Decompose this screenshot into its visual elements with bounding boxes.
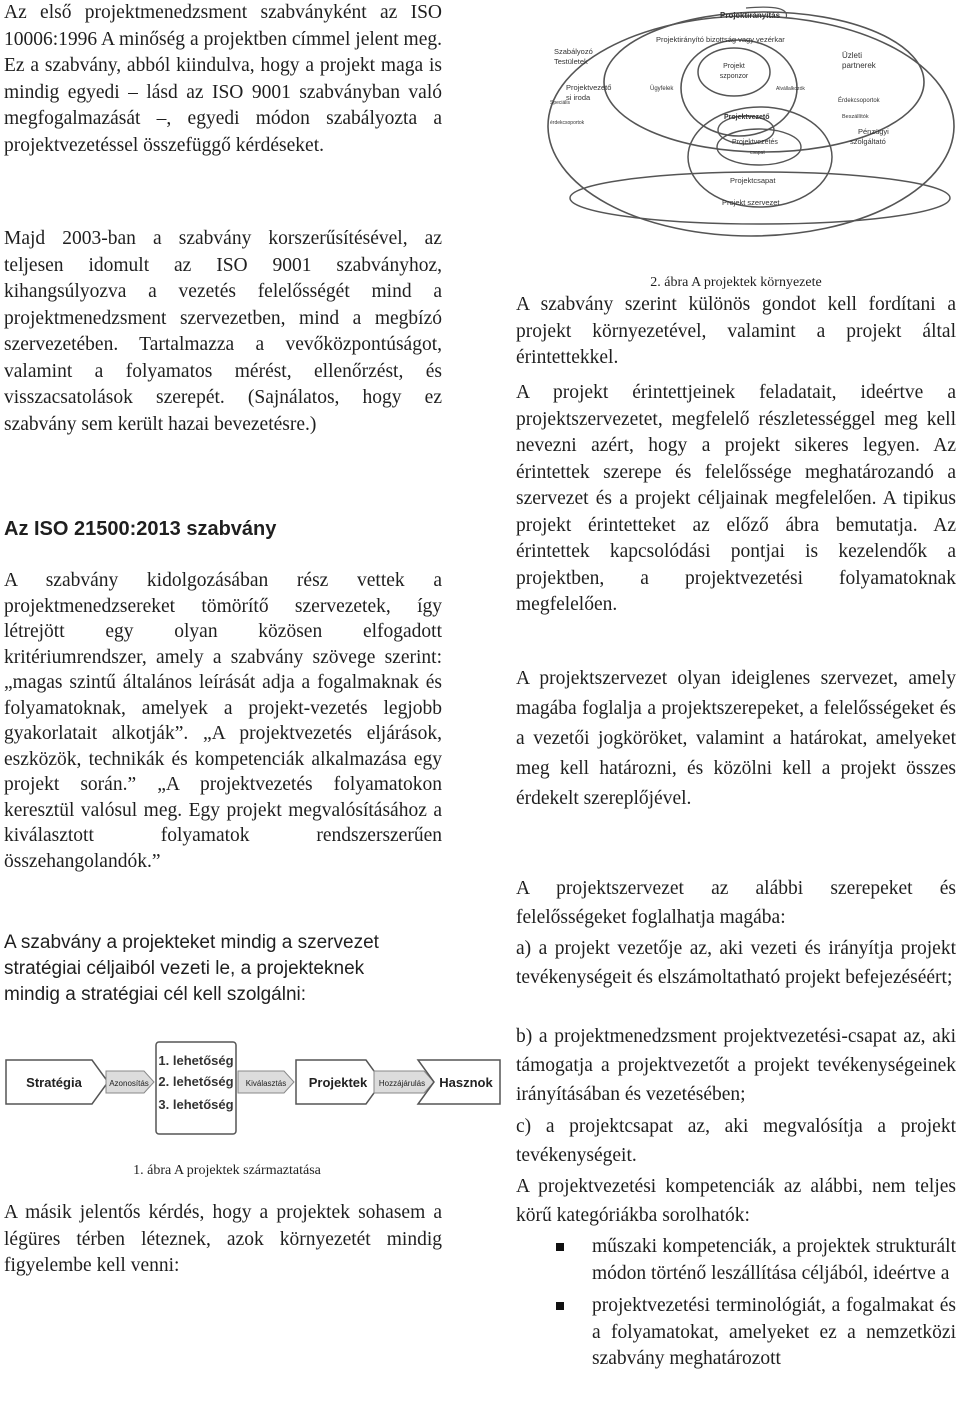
- figure-2-caption: 2. ábra A projektek környezete: [650, 275, 822, 290]
- iso-2003-paragraph: Majd 2003-ban a szabvány korszerűsítésével, az teljesen idomult az ISO 9001 szabványhoz, kihangsúlyozva a vezetés felelősségét mind a projektmenedzsment szervezetben, mind a megbízó szervezetében. Tartalmazza a vevőközpontúságot, valamint a folyamatos mérést, ellenőrzést, és visszacsatolások szerepét. (Sajnálatos, hogy ez szabvány sem került hazai bevezetésre.): [4, 228, 442, 435]
- select-label: Kiválasztás: [245, 1079, 287, 1088]
- pm-office-label-2: si iroda: [566, 93, 591, 102]
- suppliers-label: Beszállítók: [842, 114, 869, 120]
- mgmt-team-label-2: csapat: [750, 150, 765, 156]
- strategy-label: Stratégia: [26, 1075, 82, 1090]
- sponsor-label: Projekt: [723, 63, 745, 70]
- finance-label-2: szolgáltató: [850, 137, 886, 146]
- project-derivation-figure: [4, 1038, 504, 1138]
- interest-label: érdekcsoportok: [550, 120, 585, 126]
- benefits-label: Hasznok: [439, 1075, 493, 1090]
- pm-office-label: Projektvezető: [566, 83, 612, 92]
- special-label: Speciális: [550, 100, 571, 106]
- manager-label: Projektvezető: [724, 114, 770, 121]
- list-item: műszaki kompetenciák, a projektek strukturált módon történő leszállítása céljából, ideértve a: [516, 1234, 956, 1287]
- role-b: b) a projektmenedzsment projektvezetési-csapat az, aki támogatja a projektvezetőt a projekt tevékenységeinek irányításában és vezetésében;: [516, 1026, 956, 1105]
- finance-label: Pénzügyi: [858, 127, 889, 136]
- identify-label: Azonosítás: [109, 1079, 149, 1088]
- strategy-paragraph: A szabvány a projekteket mindig a szervezet stratégiai céljaiból vezeti le, a projekteknek mindig a stratégiai cél kell szolgálni:: [4, 932, 379, 1005]
- square-bullet-icon: [556, 1302, 564, 1310]
- business-label-2: partnerek: [842, 61, 876, 70]
- list-item: projektvezetési terminológiát, a fogalmakat és a folyamatokat, amelyeket ez a nemzetközi szabvány meghatározott: [516, 1293, 956, 1373]
- iso-21500-paragraph: A szabvány kidolgozásában rész vettek a projektmenedzsereket tömörítő szervezetek, így létrejött egy olyan közösen elfogadott kritériumrendszer, amely a szabvány szövege szerint: „magas szintű általános leírását adja a fogalmaknak és folyamatoknak, amelyek a projekt-vezetés legjobb gyakorlatait alkotják”. „A projektvezetés eljárások, eszközök, technikák és kompetenciák alkalmazása egy projekt során.” „A projektvezetés folyamatokon keresztül valósul meg. Egy projekt megvalósításához a kiválasztott folyamatok rendszerszerűen összehangolandók.”: [4, 570, 442, 872]
- option-1: 1. lehetőség: [158, 1053, 234, 1068]
- square-bullet-icon: [556, 1243, 564, 1251]
- business-label: Üzleti: [842, 51, 863, 60]
- role-c: c) a projektcsapat az, aki megvalósítja a projekt tevékenységeit.: [516, 1116, 956, 1166]
- stakeholders-label: Érdekcsoportok: [838, 98, 880, 104]
- roles-intro-paragraph: A projektszervezet az alábbi szerepeket és felelősségeket foglalhatja magába:: [516, 878, 956, 928]
- option-3: 3. lehetőség: [158, 1097, 234, 1112]
- projects-label: Projektek: [308, 1075, 368, 1090]
- option-2: 2. lehetőség: [158, 1074, 234, 1089]
- project-environment-figure: [546, 6, 956, 238]
- environment-paragraph: A másik jelentős kérdés, hogy a projektek sohasem a légüres térben léteznek, azok környezetét mindig figyelembe kell venni:: [4, 1202, 442, 1276]
- regulator-label-2: Testületek: [554, 57, 588, 66]
- role-a: a) a projekt vezetője az, aki vezeti és irányítja projekt tevékenységeit és elszámoltatható projekt befejezéséért;: [516, 938, 956, 988]
- mgmt-team-label: Projektvezetés: [732, 139, 778, 146]
- subcontract-label: Alvállalkozók: [776, 86, 805, 92]
- governance-label: Projektirányítás: [720, 11, 781, 20]
- competencies-paragraph: A projektvezetési kompetenciák az alábbi, nem teljes körű kategóriákba sorolhatók:: [516, 1176, 956, 1226]
- intro-paragraph: Az első projektmenedzsment szabványként az ISO 10006:1996 A minőség a projektben címmel jelent meg. Ez a szabvány, abból kiindulva, hogy a projekt maga is mindig egyedi – lásd az ISO 9001 szabványban való megfogalmazását –, egyedi módon szabályozta a projektvezetéssel összefüggő kérdéseket.: [4, 2, 442, 156]
- customers-label: Ügyfelek: [650, 86, 674, 92]
- team-label: Projektcsapat: [730, 176, 776, 185]
- steering-label: Projektirányító bizottság vagy vezérkar: [656, 35, 785, 44]
- manager-ellipse: [688, 107, 832, 207]
- org-label: Projekt szervezet: [722, 198, 780, 207]
- project-org-paragraph: A projektszervezet olyan ideiglenes szervezet, amely magába foglalja a projektszerepeket, a felelősségeket és a vezetői jogköröket, valamint a határokat, amelyeket meg kell határozni, és közölni kell a projekt összes érdekelt szereplőjével.: [516, 668, 956, 809]
- regulator-label: Szabályozó: [554, 47, 593, 56]
- stakeholders-paragraph: A projekt érintettjeinek feladatait, ideértve a projektszervezetet, megfelelő részletességgel meg kell nevezni azért, hogy a projekt sikeres legyen. Az érintettek szerepe és felelőssége meghatározandó a szervezet és a projekt céljainak megfelelően. A tipikus projekt érintetteket az előző ábra bemutatja. Az érintettek kapcsolódási pontjai is kezelendők a projektben, a projektvezetési folyamatoknak megfelelően.: [516, 382, 956, 615]
- competency-list: [516, 1234, 956, 1373]
- section-heading: Az ISO 21500:2013 szabvány: [4, 518, 277, 540]
- mgmt-team-ellipse: [717, 129, 801, 165]
- sponsor-label-2: szponzor: [719, 73, 749, 80]
- environment-care-paragraph: A szabvány szerint különös gondot kell fordítani a projekt környezetével, valamint a projekt által érintettekkel.: [516, 294, 956, 368]
- contribution-label: Hozzájárulás: [378, 1079, 426, 1088]
- figure-1-caption: 1. ábra A projektek származtatása: [133, 1163, 321, 1178]
- sponsor-ellipse: [698, 48, 770, 96]
